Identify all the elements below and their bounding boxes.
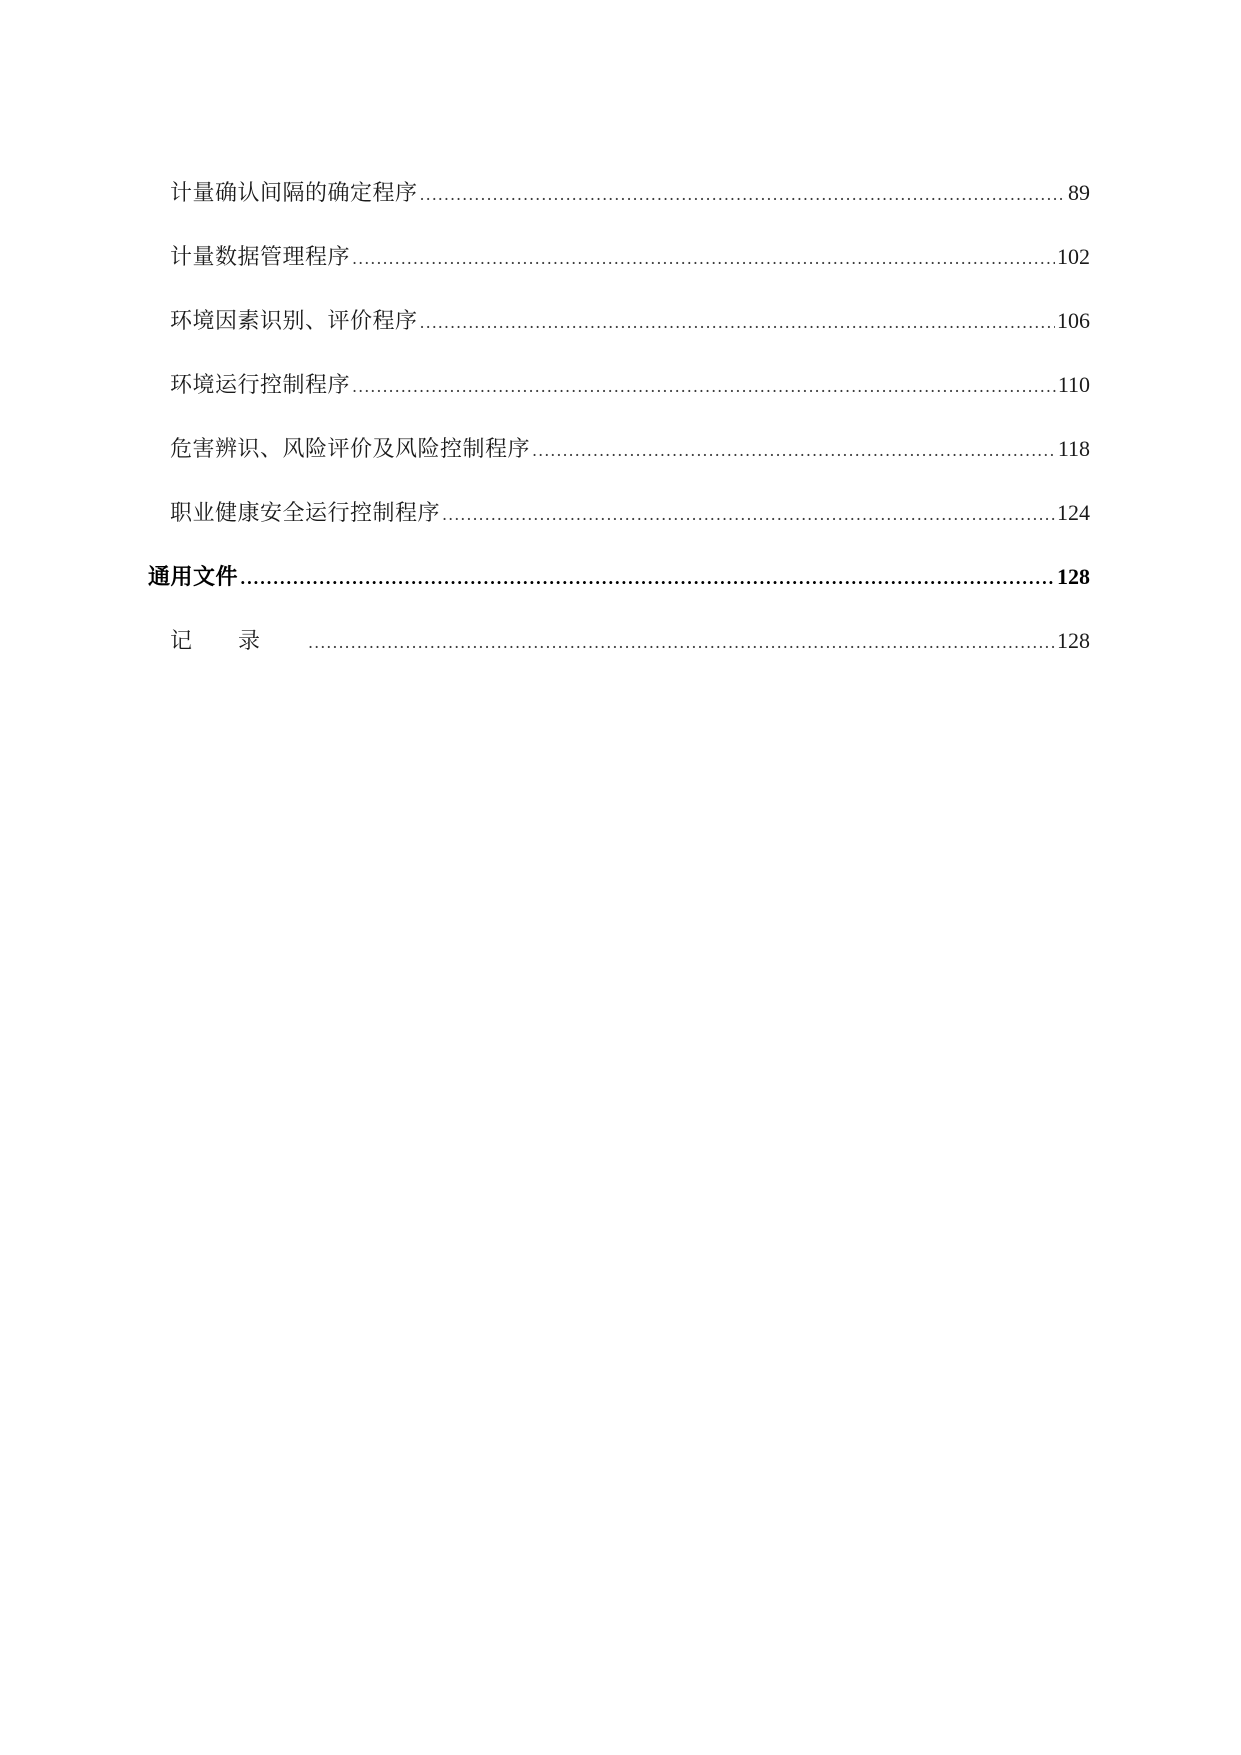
toc-entry-title: 记录 xyxy=(170,629,307,654)
toc-entry[interactable] xyxy=(170,304,1090,338)
toc-entry-title: 通用文件 xyxy=(148,564,239,590)
toc-section-heading[interactable] xyxy=(148,560,1090,594)
toc-page-number: 110 xyxy=(1057,372,1090,397)
toc-page-number: 124 xyxy=(1057,500,1090,525)
toc-entry-title: 计量确认间隔的确定程序 xyxy=(170,181,418,206)
toc-leader-dots xyxy=(308,626,1055,660)
toc-page-number: 102 xyxy=(1057,244,1090,269)
toc-page-number: 106 xyxy=(1057,308,1090,333)
toc-entry[interactable] xyxy=(170,240,1090,274)
toc-entry[interactable] xyxy=(170,496,1090,530)
toc-entry[interactable] xyxy=(170,624,1090,658)
toc-entry-title: 职业健康安全运行控制程序 xyxy=(170,501,441,526)
toc-leader-dots xyxy=(442,498,1055,532)
toc-entry-title: 环境运行控制程序 xyxy=(170,373,351,398)
toc-leader-dots xyxy=(352,242,1055,276)
toc-leader-dots xyxy=(420,178,1066,212)
toc-page-number: 128 xyxy=(1057,628,1090,653)
toc-entry[interactable] xyxy=(170,432,1090,466)
toc-page-number: 118 xyxy=(1057,436,1090,461)
toc-leader-dots xyxy=(532,434,1056,468)
toc-page-number: 89 xyxy=(1068,180,1090,205)
toc-entry-title: 计量数据管理程序 xyxy=(170,245,351,270)
toc-entry[interactable] xyxy=(170,176,1090,210)
toc-entry[interactable] xyxy=(170,368,1090,402)
toc-leader-dots xyxy=(420,306,1055,340)
toc-entry-title: 环境因素识别、评价程序 xyxy=(170,309,418,334)
toc-leader-dots xyxy=(352,370,1056,404)
toc-page-number: 128 xyxy=(1057,564,1090,589)
toc-entry-title: 危害辨识、风险评价及风险控制程序 xyxy=(170,437,531,462)
toc-leader-dots xyxy=(240,562,1055,596)
